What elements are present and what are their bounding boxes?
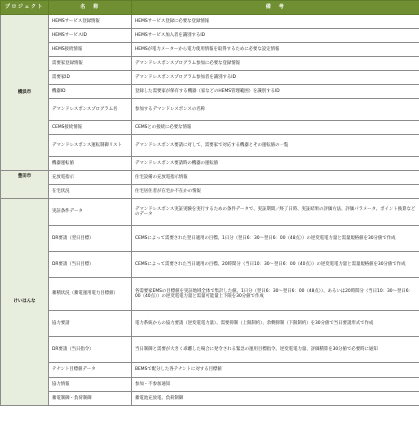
item-name: HEMS接続情報	[49, 43, 132, 57]
item-desc: 住宅居住者が在宅か不在かの情報	[132, 185, 419, 199]
table-row	[1, 278, 419, 311]
item-desc: 参加するデマンドレスポンスの名称	[132, 99, 419, 121]
item-desc: 当日制御と需要が大きく乖離した場合に発令される緊急の運用目標指令。逆変電電力量、評価積算を30分値で必要時に通知	[132, 337, 419, 363]
table-row	[1, 199, 419, 226]
item-desc: デマンドレスポンス要請に対して、需要家で対応する機器とその運転値の一覧	[132, 135, 419, 157]
item-name: 協力情報	[49, 378, 132, 392]
project-cell: けいはんな	[1, 199, 49, 406]
table-row	[1, 15, 419, 29]
item-name: 実証条件データ	[49, 199, 132, 226]
item-name: 在宅状況	[49, 185, 132, 199]
table-row	[1, 337, 419, 363]
item-desc: HEMSサービス登録に必要な登録情報	[132, 15, 419, 29]
item-desc: CEMSによって需要された当日適用の目標。20時間分（当日10：30～翌日6：00（40点））の逆変電電力量と需量規格値を30分値で作成	[132, 252, 419, 278]
item-name: HEMSサービス登録情報	[49, 15, 132, 29]
item-desc: 蓄電池充放電、負荷制御	[132, 392, 419, 406]
header-notes: 備 考	[132, 1, 419, 15]
header-name: 名 称	[49, 1, 132, 15]
item-desc: デマンドレスポンスプログラム参加に必要な登録情報	[132, 57, 419, 71]
table-row	[1, 185, 419, 199]
item-name: 蓄積状況（蓄電運用電力目標値）	[49, 278, 132, 311]
table-row	[1, 57, 419, 71]
header-project: プロジェクト	[1, 1, 49, 15]
project-cell: 豊田市	[1, 171, 49, 199]
item-desc: デマンドレスポンス要請時の機器の運転値	[132, 157, 419, 171]
item-name: 充放電指示	[49, 171, 132, 185]
item-name: DR要請（翌日目標）	[49, 226, 132, 252]
table-row	[1, 363, 419, 378]
item-name: CEMS接続情報	[49, 121, 132, 135]
table-row	[1, 29, 419, 43]
item-name: テナント目標値データ	[49, 363, 132, 378]
item-name: 協力要請	[49, 311, 132, 337]
item-desc: BEMSで配分した各テナントに対する目標値	[132, 363, 419, 378]
item-name: デマンドレスポンスプログラム名	[49, 99, 132, 121]
table-row	[1, 252, 419, 278]
table-row	[1, 121, 419, 135]
table-row	[1, 99, 419, 121]
table-row	[1, 378, 419, 392]
table-row	[1, 171, 419, 185]
item-desc: 参加・不参加通知	[132, 378, 419, 392]
table-row	[1, 157, 419, 171]
item-name: HEMSサービスID	[49, 29, 132, 43]
item-desc: デマンドレスポンスプログラム参加者を識別するID	[132, 71, 419, 85]
item-desc: 電力系統からの協力要請（逆変電電力量）、需要抑制（上限制約）、余剰抑制（下限制約）を30分値で当日要請形式で作成	[132, 311, 419, 337]
item-name: DR要請（当日目標）	[49, 252, 132, 278]
item-desc: HEMSが電力メーターから電力使用情報を取得するために必要な設定情報	[132, 43, 419, 57]
item-desc: CEMSによって需要された翌日適用の目標。1日分（翌日6：30～翌日6：00（48点））の逆変電電力量と需量規格値を30分値で作成	[132, 226, 419, 252]
table-row	[1, 85, 419, 99]
item-name: デマンドレスポンス運転制御リスト	[49, 135, 132, 157]
header-row	[1, 1, 419, 15]
item-name: DR要請（当日指令）	[49, 337, 132, 363]
item-desc: HEMSサービス加入者を識別するID	[132, 29, 419, 43]
item-name: 蓄電制御・負荷制御	[49, 392, 132, 406]
item-desc: 各需要家EMSの目標値を実証地域全体で集計した値。1日分（翌日6：30～翌日6：00（48点））、あるいは20時間分（当日10：30～翌日6：00（40点））の逆変電電力量と需量可能量上下限を30分値で作成	[132, 278, 419, 311]
item-desc: 住宅設備の充放電指示情報	[132, 171, 419, 185]
item-name: 需要家ID	[49, 71, 132, 85]
table-row	[1, 43, 419, 57]
item-desc: デマンドレスポンス実証実験を実行するための条件データで、実証期間／終了日時、実証結果の評価方法、評価パラメータ、ポイント換算などのデータ	[132, 199, 419, 226]
item-desc: CEMSとの接続に必要な情報	[132, 121, 419, 135]
table-row	[1, 226, 419, 252]
item-name: 機器運転値	[49, 157, 132, 171]
table-row	[1, 71, 419, 85]
item-name: 機器ID	[49, 85, 132, 99]
table-row	[1, 135, 419, 157]
item-desc: 登録した需要家が保有する機器（家などのHEMS管理範囲）を識別するID	[132, 85, 419, 99]
item-name: 需要家登録情報	[49, 57, 132, 71]
project-cell: 横浜市	[1, 15, 49, 171]
table-row	[1, 392, 419, 406]
table-row	[1, 311, 419, 337]
